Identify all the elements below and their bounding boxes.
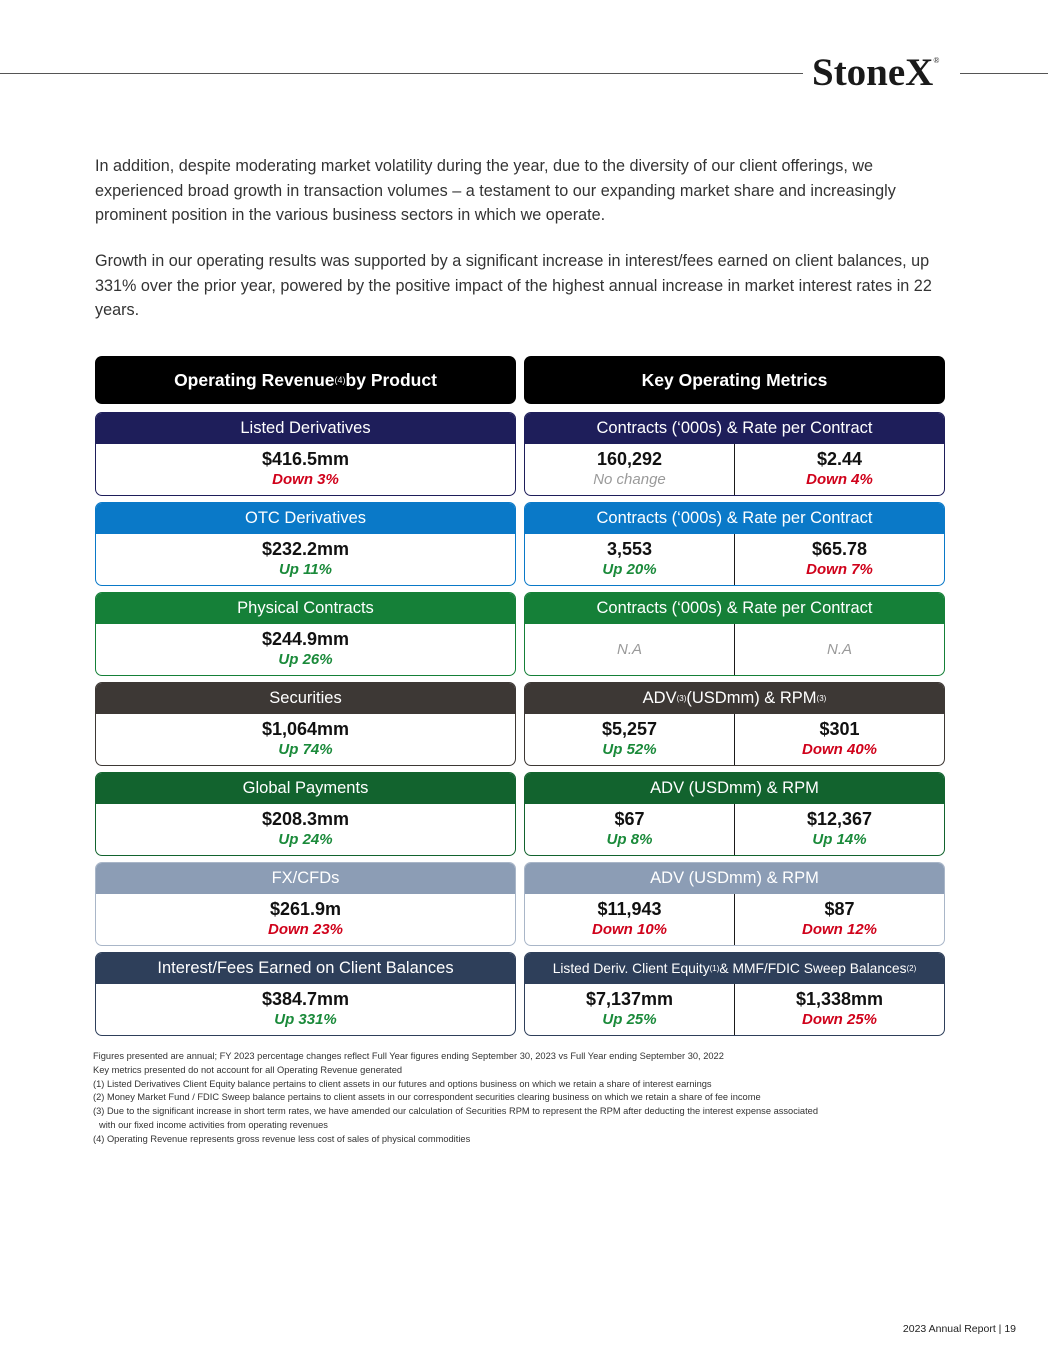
stonex-logo: StoneX® — [812, 51, 940, 94]
revenue-card-interest-fees — [95, 952, 516, 1036]
card-title: Listed Deriv. Client Equity (1) & MMF/FDIC Sweep Balances (2) — [525, 953, 944, 984]
card-title: Interest/Fees Earned on Client Balances — [96, 953, 515, 984]
operating-revenue-column — [95, 356, 516, 1042]
report-name: 2023 Annual Report — [902, 1323, 996, 1335]
revenue-card-fx-cfds — [95, 862, 516, 946]
revenue-change: Down 3% — [272, 471, 339, 488]
metric-change: Down 4% — [806, 471, 873, 488]
metric-change: Up 52% — [602, 741, 657, 758]
metric-value: 3,553 — [606, 539, 653, 559]
revenue-value: $208.3mm — [261, 809, 350, 829]
revenue-card-otc-derivatives — [95, 502, 516, 586]
card-title: ADV (USDmm) & RPM — [525, 773, 944, 804]
revenue-value: $416.5mm — [261, 449, 350, 469]
revenue-value: $232.2mm — [261, 539, 350, 559]
metric-change: Up 25% — [602, 1011, 657, 1028]
footnote: with our fixed income activities from operating revenues — [99, 1119, 328, 1130]
footer-separator: | — [998, 1323, 1002, 1335]
metric-value: $87 — [824, 899, 855, 919]
footnote: Key metrics presented do not account for all Operating Revenue generated — [93, 1064, 403, 1075]
metric-value: $67 — [614, 809, 645, 829]
metric-change: Up 20% — [602, 561, 657, 578]
metric-card-fx-cfds — [524, 862, 945, 946]
revenue-value: $244.9mm — [261, 629, 350, 649]
revenue-change: Up 11% — [278, 561, 333, 578]
card-title: Securities — [96, 683, 515, 714]
intro-paragraph-2: Growth in our operating results was supported by a significant increase in interest/fees earned on client balances, up 331% over the prior year, powered by the positive impact of the highest annual increase in market interest rates in 22 years. — [95, 252, 932, 319]
metric-card-securities — [524, 682, 945, 766]
metric-value: $5,257 — [601, 719, 658, 739]
revenue-value: $1,064mm — [261, 719, 350, 739]
card-title: ADV (USDmm) & RPM — [525, 863, 944, 894]
card-title: Listed Derivatives — [96, 413, 515, 444]
metric-change: No change — [593, 471, 666, 488]
metric-change: Down 7% — [806, 561, 873, 578]
metric-card-otc-derivatives — [524, 502, 945, 586]
metric-value: $11,943 — [597, 899, 662, 919]
header-rule-left — [0, 73, 803, 74]
metric-change: Down 10% — [591, 921, 667, 938]
metric-change: Down 12% — [801, 921, 877, 938]
intro-paragraph-1: In addition, despite moderating market volatility during the year, due to the diversity of our client offerings, we experienced broad growth in transaction volumes – a testament to our expanding market share and increasingly prominent position in the various business sectors in which we operate. — [95, 157, 896, 224]
metric-value: $301 — [819, 719, 860, 739]
revenue-change: Up 331% — [274, 1011, 337, 1028]
card-title: Physical Contracts — [96, 593, 515, 624]
card-title: Contracts (‘000s) & Rate per Contract — [525, 593, 944, 624]
metric-not-available: N.A — [616, 640, 642, 658]
revenue-value: $384.7mm — [261, 989, 350, 1009]
footnote: Figures presented are annual; FY 2023 percentage changes reflect Full Year figures ending September 30, 2023 vs Full Year ending September 30, 2022 — [93, 1051, 724, 1061]
metric-value: $2.44 — [816, 449, 863, 469]
metric-change: Up 8% — [606, 831, 653, 848]
key-metrics-column — [524, 356, 945, 1042]
metric-change: Down 25% — [801, 1011, 877, 1028]
metric-change: Down 40% — [801, 741, 877, 758]
header-rule-right — [960, 73, 1048, 74]
footnotes — [93, 1050, 973, 1147]
footnote: (1) Listed Derivatives Client Equity balance pertains to client assets in our futures and options business on which we retain a share of interest earnings — [93, 1078, 712, 1089]
metric-value: $65.78 — [811, 539, 868, 559]
revenue-card-physical-contracts — [95, 592, 516, 676]
metric-card-client-balances — [524, 952, 945, 1036]
card-title: Contracts (‘000s) & Rate per Contract — [525, 503, 944, 534]
metric-not-available: N.A — [826, 640, 852, 658]
card-title: FX/CFDs — [96, 863, 515, 894]
metric-card-physical-contracts — [524, 592, 945, 676]
revenue-change: Down 23% — [267, 921, 343, 938]
page-footer — [903, 1323, 1016, 1335]
revenue-value: $261.9m — [269, 899, 342, 919]
revenue-change: Up 24% — [278, 831, 333, 848]
revenue-change: Up 26% — [278, 651, 333, 668]
footnote: (2) Money Market Fund / FDIC Sweep balance pertains to client assets in our correspondent securities clearing business on which we retain a share of fee income — [93, 1092, 761, 1103]
metric-card-listed-derivatives — [524, 412, 945, 496]
revenue-change: Up 74% — [278, 741, 333, 758]
metric-change: Up 14% — [812, 831, 867, 848]
card-title: OTC Derivatives — [96, 503, 515, 534]
revenue-card-securities — [95, 682, 516, 766]
card-title: Contracts (‘000s) & Rate per Contract — [525, 413, 944, 444]
metric-value: $7,137mm — [585, 989, 674, 1009]
metric-card-global-payments — [524, 772, 945, 856]
card-title: Global Payments — [96, 773, 515, 804]
key-metrics-heading: Key Operating Metrics — [524, 356, 945, 404]
metric-value: $1,338mm — [795, 989, 884, 1009]
revenue-card-global-payments — [95, 772, 516, 856]
card-title: ADV (3) (USDmm) & RPM (3) — [525, 683, 944, 714]
metric-value: 160,292 — [596, 449, 663, 469]
operating-revenue-heading: Operating Revenue (4) by Product — [95, 356, 516, 404]
footnote: (4) Operating Revenue represents gross revenue less cost of sales of physical commodities — [93, 1133, 471, 1144]
metric-value: $12,367 — [806, 809, 873, 829]
revenue-card-listed-derivatives — [95, 412, 516, 496]
footnote: (3) Due to the significant increase in short term rates, we have amended our calculation of Securities RPM to represent the RPM after deducting the interest expense associated — [93, 1106, 819, 1117]
page-number: 19 — [1004, 1323, 1016, 1335]
